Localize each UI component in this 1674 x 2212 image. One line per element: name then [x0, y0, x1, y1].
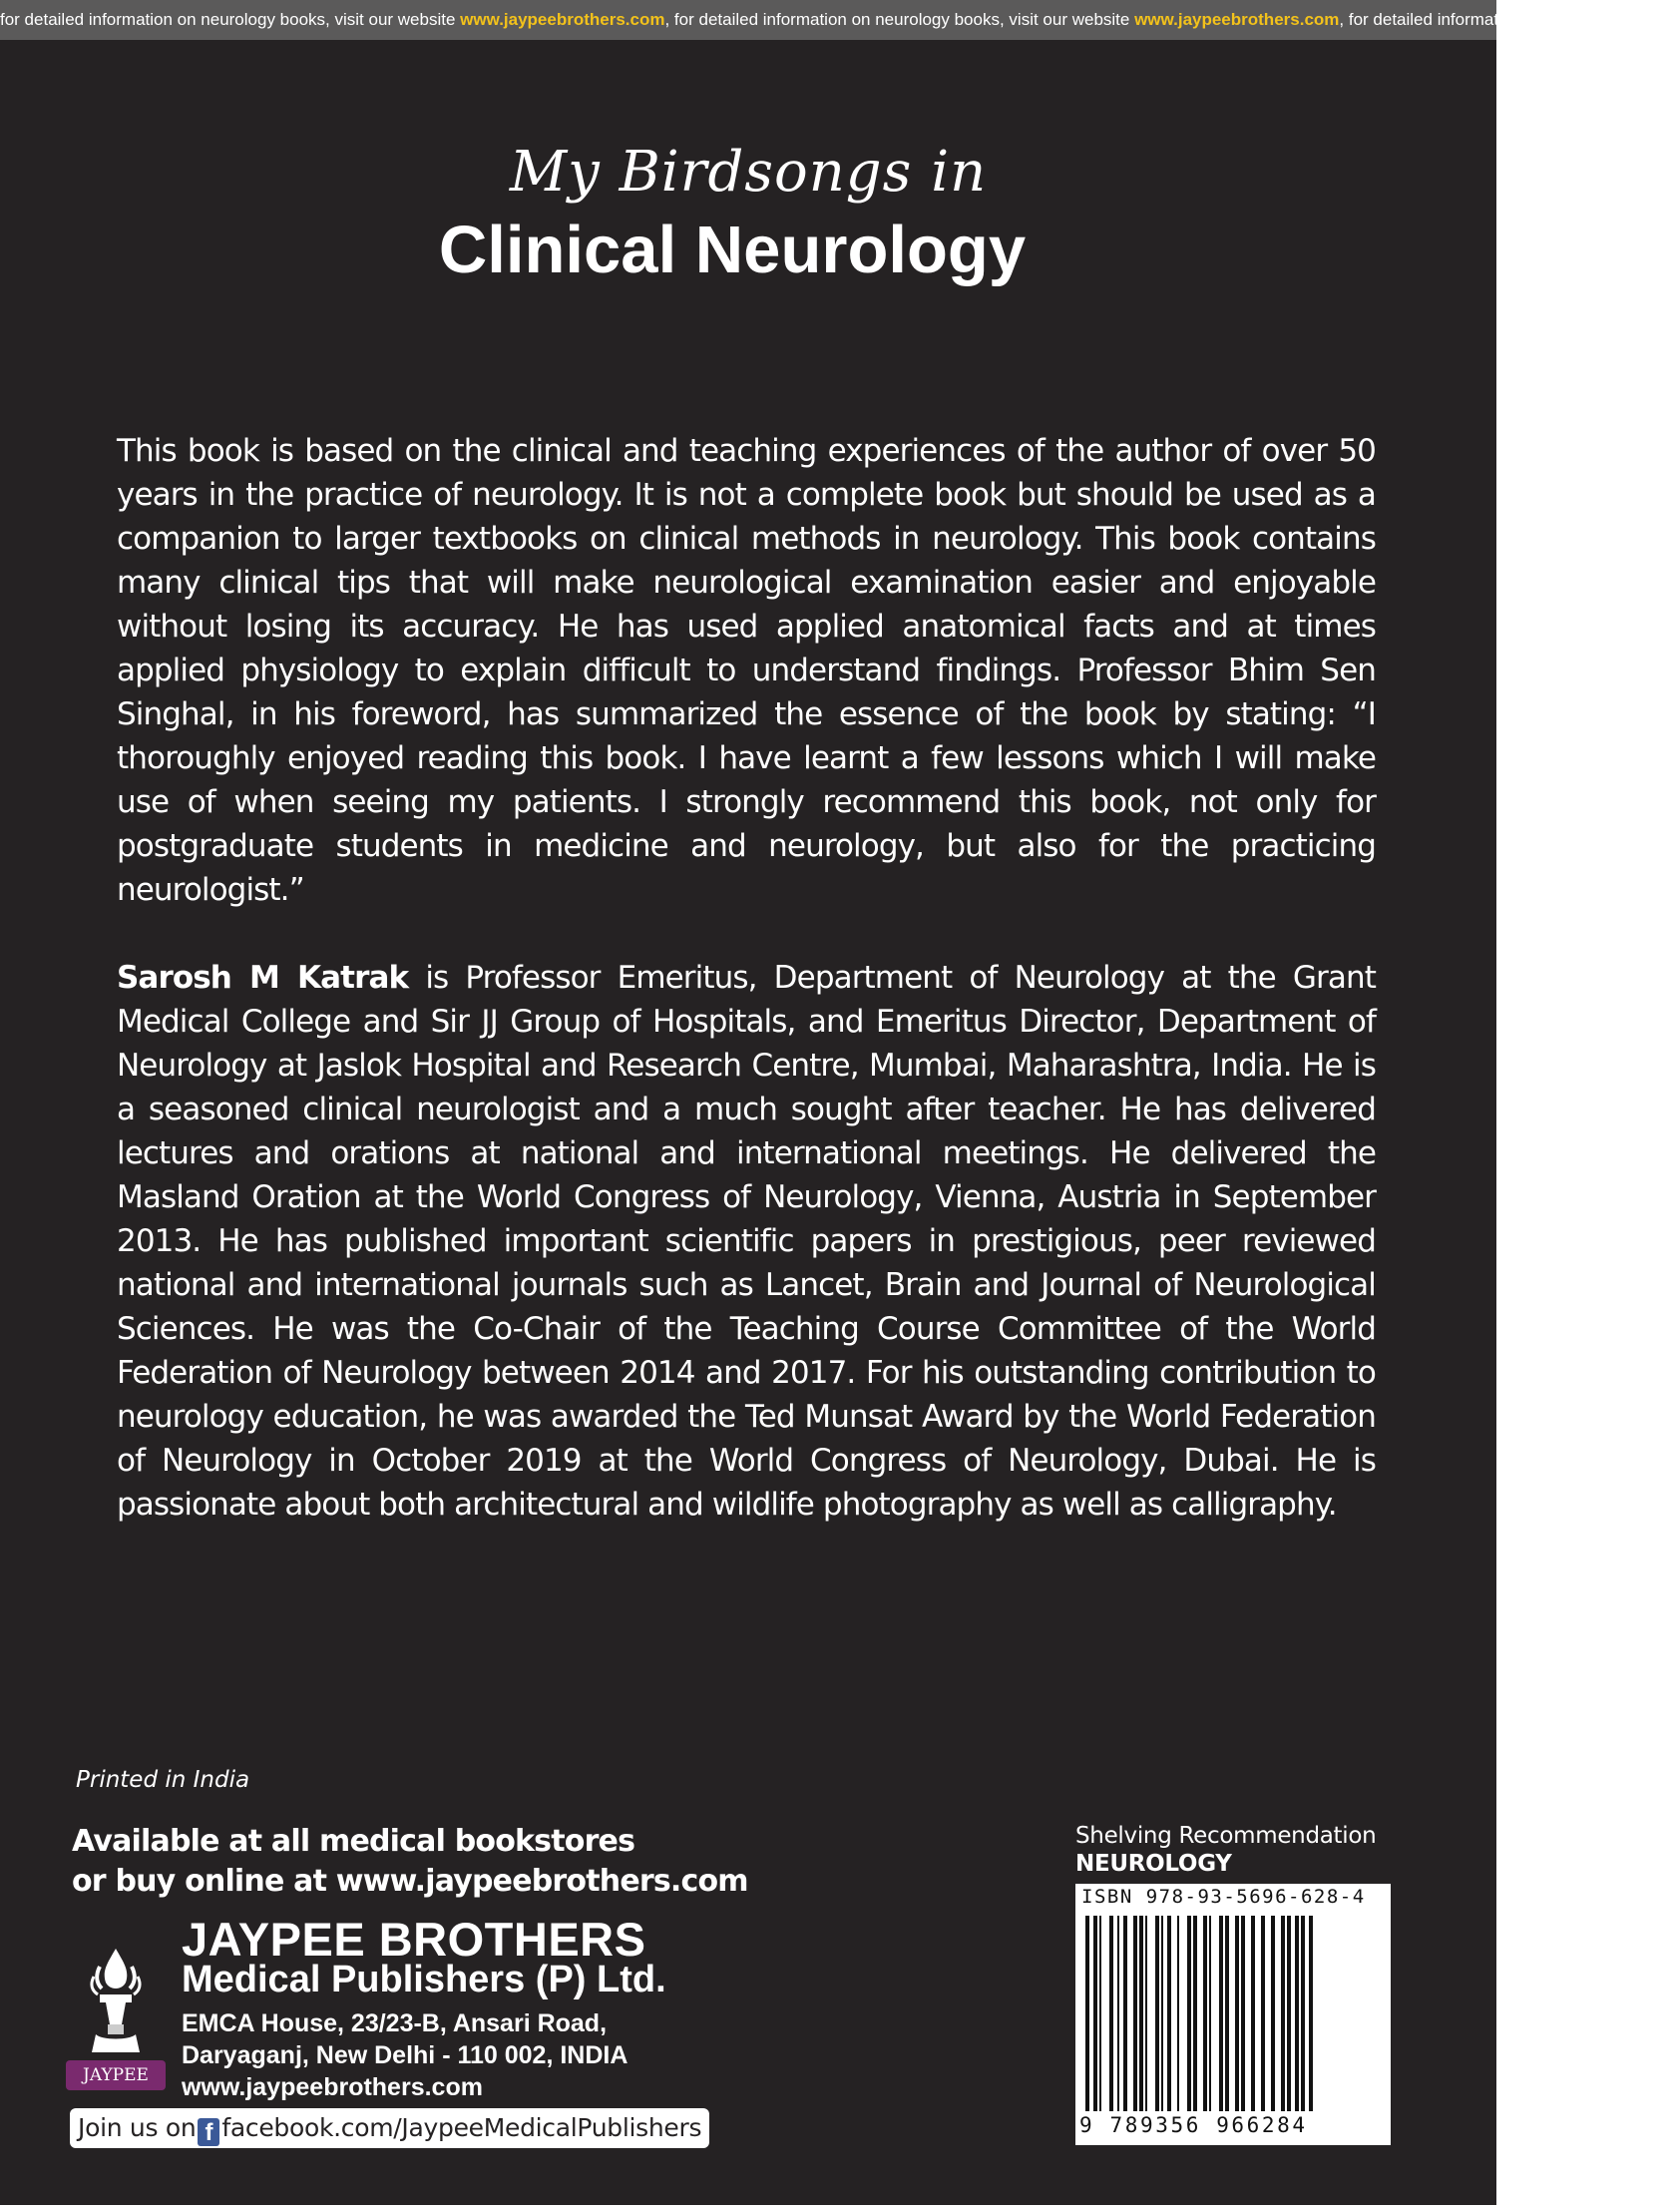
- barcode-bar: [1309, 1916, 1313, 2111]
- author-name: Sarosh M Katrak: [117, 960, 409, 996]
- barcode-bar: [1109, 1916, 1113, 2111]
- isbn-barcode: [1075, 1884, 1391, 2145]
- promo-text-3: , for detailed information on neurology books: [1339, 10, 1674, 29]
- barcode-bar: [1281, 1916, 1285, 2111]
- shelving-recommendation: [1075, 1822, 1376, 1878]
- address-line-1: EMCA House, 23/23-B, Ansari Road,: [182, 2009, 608, 2037]
- publisher-name: JAYPEE BROTHERS: [182, 1913, 646, 1966]
- facebook-icon: f: [198, 2118, 219, 2146]
- barcode-bar: [1099, 1916, 1101, 2111]
- promo-strip: [0, 0, 1674, 40]
- barcode-bar: [1155, 1916, 1159, 2111]
- author-bio: [117, 956, 1376, 1527]
- author-bio-text: is Professor Emeritus, Department of Neurology at the Grant Medical College and Sir JJ Group of Hospitals, and Emeritus Director, Department of Neurology at Jaslok Hospital and Research Centre, Mumbai, Maharashtra, India. He is a seasoned clinical neurologist and a much sought after teacher. He has delivered lectures and orations at national and international meetings. He delivered the Masland Oration at the World Congress of Neurology, Vienna, Austria in September 2013. He has published important scientific papers in prestigious, peer reviewed national and international journals such as Lancet, Brain and Journal of Neurological Sciences. He was the Co-Chair of the Teaching Course Committee of the World Federation of Neurology between 2014 and 2017. For his outstanding contribution to neurology education, he was awarded the Ted Munsat Award by the World Federation of Neurology in October 2019 at the World Congress of Neurology, Dubai. He is passionate about both architectural and wildlife photography as well as calligraphy.: [117, 960, 1376, 1523]
- barcode-bar: [1251, 1916, 1255, 2111]
- promo-url-link[interactable]: www.jaypeebrothers.com: [460, 10, 665, 29]
- barcode-digits: 9 789356 966284: [1079, 2113, 1308, 2137]
- social-prefix: Join us on: [78, 2113, 197, 2142]
- facebook-handle[interactable]: facebook.com/JaypeeMedicalPublishers: [221, 2113, 702, 2142]
- book-title-main: Clinical Neurology: [438, 213, 1027, 287]
- book-blurb: This book is based on the clinical and teaching experiences of the author of over 50 years in the practice of neurology. It is not a complete book but should be used as a companion to larger textbooks on clinical methods in neurology. This book contains many clinical tips that will make neurological examination easier and enjoyable without losing its accuracy. He has used applied anatomical facts and at times applied physiology to explain difficult to understand findings. Professor Bhim Sen Singhal, in his foreword, has summarized the essence of the book by stating: “I thoroughly enjoyed reading this book. I have learnt a few lessons which I will make use of when seeing my patients. I strongly recommend this book, not only for postgraduate students in medicine and neurology, but also for the practicing neurologist.”: [117, 433, 1376, 908]
- barcode-bar: [1241, 1916, 1245, 2111]
- printed-in: Printed in India: [76, 1767, 250, 1793]
- barcode-bar: [1093, 1916, 1097, 2111]
- barcode-bar: [1187, 1916, 1191, 2111]
- availability-line-2: or buy online at www.jaypeebrothers.com: [72, 1864, 748, 1899]
- barcode-bar: [1085, 1916, 1089, 2111]
- promo-text-2: , for detailed information on neurology books, visit our website: [664, 10, 1135, 29]
- barcode-bar: [1287, 1916, 1291, 2111]
- barcode-bar: [1261, 1916, 1265, 2111]
- barcode-bar: [1219, 1916, 1223, 2111]
- barcode-bar: [1133, 1916, 1137, 2111]
- shelving-category: NEUROLOGY: [1075, 1851, 1232, 1877]
- availability-notice: [72, 1822, 748, 1902]
- barcode-bar: [1295, 1916, 1299, 2111]
- barcode-bar: [1235, 1916, 1239, 2111]
- logo-caption: JAYPEE: [66, 2060, 166, 2090]
- barcode-bar: [1203, 1916, 1207, 2111]
- promo-url-link[interactable]: www.jaypeebrothers.com: [1134, 10, 1340, 29]
- barcode-bar: [1123, 1916, 1127, 2111]
- barcode-bar: [1225, 1916, 1229, 2111]
- publisher-website-link[interactable]: www.jaypeebrothers.com: [182, 2073, 483, 2101]
- barcode-bar: [1193, 1916, 1197, 2111]
- barcode-bar: [1161, 1916, 1163, 2111]
- book-title-script: My Birdsongs in: [509, 140, 988, 205]
- publisher-logo: [66, 1941, 166, 2090]
- barcode-bar: [1145, 1916, 1147, 2111]
- publisher-subname: Medical Publishers (P) Ltd.: [182, 1959, 666, 2000]
- isbn-label: ISBN 978-93-5696-628-4: [1081, 1886, 1366, 1908]
- promo-text-1: for detailed information on neurology books, visit our website: [0, 10, 461, 29]
- barcode-bar: [1117, 1916, 1119, 2111]
- publisher-address: [182, 2007, 628, 2103]
- barcode-bar: [1209, 1916, 1211, 2111]
- barcode-bars: [1083, 1916, 1383, 2111]
- barcode-bar: [1139, 1916, 1143, 2111]
- torch-icon: [66, 1941, 166, 2060]
- shelving-label: Shelving Recommendation: [1075, 1823, 1377, 1849]
- barcode-bar: [1167, 1916, 1171, 2111]
- social-link[interactable]: [70, 2108, 709, 2148]
- barcode-bar: [1177, 1916, 1179, 2111]
- barcode-bar: [1271, 1916, 1275, 2111]
- barcode-bar: [1301, 1916, 1305, 2111]
- address-line-2: Daryaganj, New Delhi - 110 002, INDIA: [182, 2041, 628, 2069]
- availability-line-1: Available at all medical bookstores: [72, 1824, 635, 1859]
